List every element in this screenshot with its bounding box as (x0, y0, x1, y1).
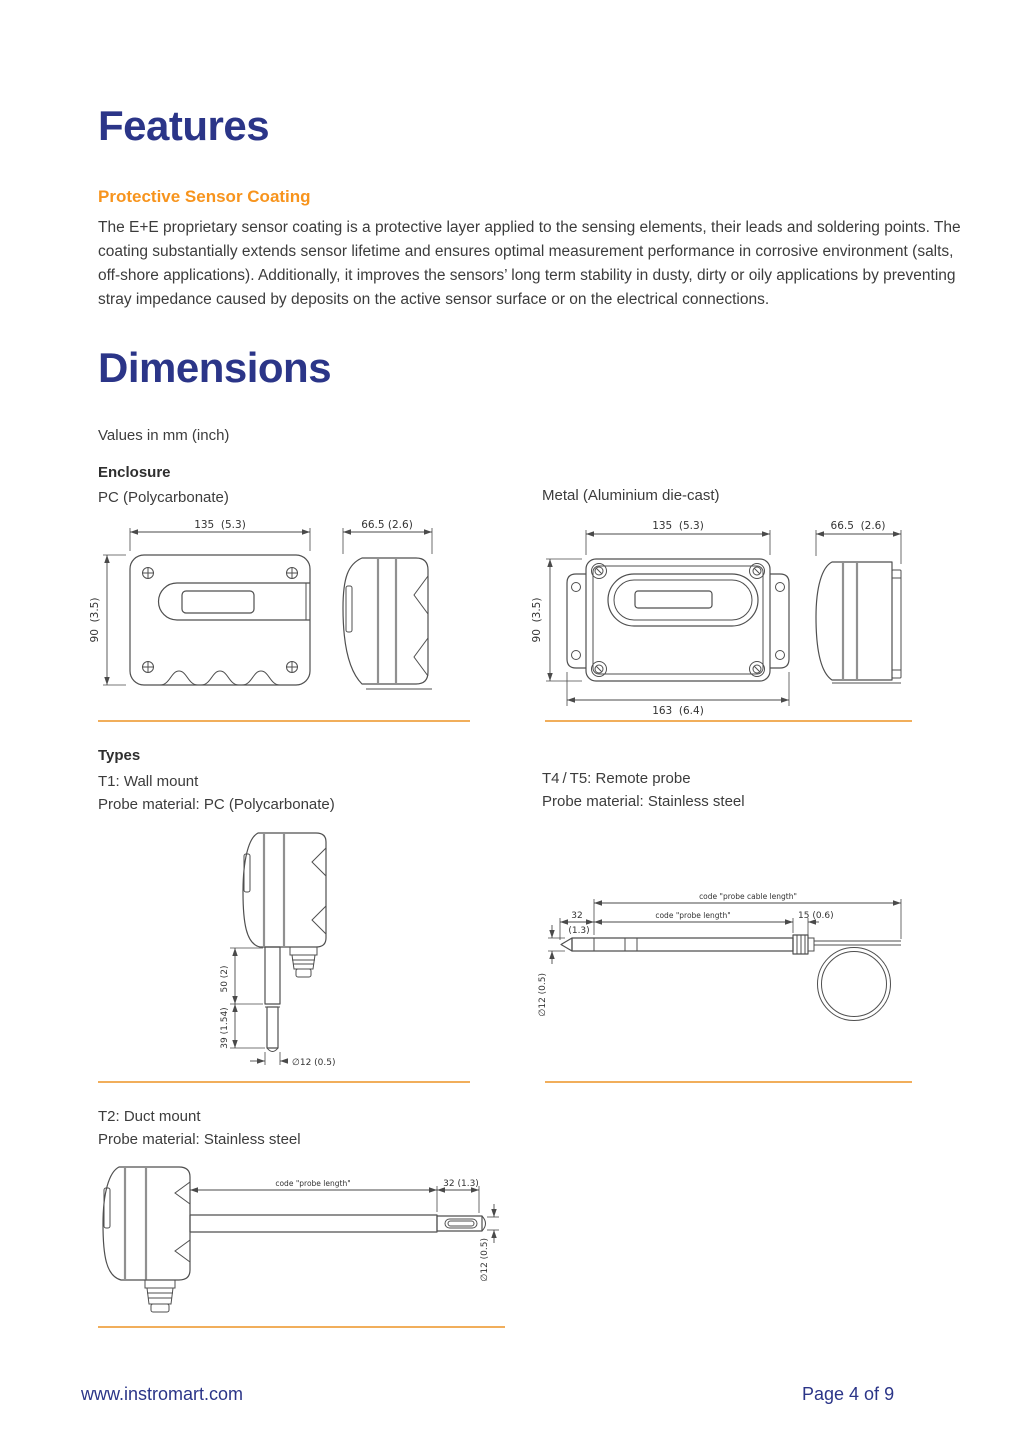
t4t5-material: Probe material: Stainless steel (542, 793, 745, 810)
t1-cable-gland (290, 947, 317, 977)
t2-probe-length-dim: code "probe length" (275, 1179, 351, 1188)
t4t5-tip-dim-inch: (1.3) (568, 926, 590, 936)
footer-website-link[interactable]: www.instromart.com (81, 1384, 244, 1404)
metal-front-window (635, 591, 712, 608)
t4t5-diameter-dim: ∅12 (0.5) (538, 973, 548, 1017)
pc-front-waves (160, 671, 280, 685)
t4t5-tip-dim-mm: 32 (571, 911, 583, 921)
divider-orange (98, 720, 470, 722)
t2-material: Probe material: Stainless steel (98, 1131, 301, 1148)
t2-duct-mount-drawing (95, 1160, 505, 1320)
t4t5-probe-length-dim: code "probe length" (655, 911, 731, 920)
t2-tip-dim: 32 (1.3) (443, 1179, 479, 1189)
pc-side-body (343, 558, 428, 684)
t1-gland-dim: 50 (2) (220, 965, 230, 993)
metal-side-body (816, 562, 892, 680)
pc-front-slot (159, 583, 311, 620)
t2-probe-body (190, 1215, 437, 1232)
t1-probe-lower (267, 1007, 278, 1048)
t1-diameter-dim: ∅12 (0.5) (292, 1058, 336, 1068)
metal-depth-dim: 66.5 (2.6) (830, 520, 886, 532)
t4t5-probe-body (572, 938, 793, 951)
divider-orange (98, 1081, 470, 1083)
metal-flange-left (567, 574, 586, 668)
features-title: Features (98, 102, 270, 149)
t2-filter-cap (437, 1216, 482, 1231)
metal-enclosure-label: Metal (Aluminium die-cast) (542, 487, 720, 504)
t2-cable-gland (145, 1280, 175, 1312)
types-heading: Types (98, 747, 141, 764)
pc-enclosure-drawing (90, 518, 510, 713)
metal-flange-right (770, 574, 789, 668)
t4t5-cable-loop (818, 948, 891, 1021)
t2-diameter-dim: ∅12 (0.5) (480, 1238, 490, 1282)
t4t5-probe-tip (561, 938, 572, 951)
metal-overall-width-dim: 163 (6.4) (652, 705, 704, 717)
pc-depth-dim: 66.5 (2.6) (361, 519, 413, 531)
t1-material: Probe material: PC (Polycarbonate) (98, 796, 335, 813)
pc-enclosure-label: PC (Polycarbonate) (98, 489, 229, 506)
coating-heading: Protective Sensor Coating (98, 187, 311, 206)
divider-orange (98, 1326, 505, 1328)
t4t5-title: T4 / T5: Remote probe (542, 770, 691, 787)
divider-orange (545, 720, 912, 722)
enclosure-heading: Enclosure (98, 464, 171, 481)
pc-front-window (182, 591, 254, 613)
t4t5-remote-probe-drawing (535, 885, 920, 1033)
dimensions-title: Dimensions (98, 344, 332, 391)
t2-title: T2: Duct mount (98, 1108, 201, 1125)
footer-page-number: Page 4 of 9 (802, 1384, 895, 1404)
divider-orange (545, 1081, 912, 1083)
units-note: Values in mm (inch) (98, 427, 230, 444)
metal-width-dim: 135 (5.3) (652, 520, 704, 532)
metal-enclosure-drawing (530, 512, 950, 717)
t1-probe-dim: 39 (1.54) (220, 1007, 230, 1049)
metal-height-dim: 90 (3.5) (531, 597, 543, 643)
metal-front-slot (608, 574, 758, 626)
t4t5-cable-length-dim: code "probe cable length" (699, 892, 797, 901)
pc-width-dim: 135 (5.3) (194, 519, 246, 531)
t4t5-fitting-dim: 15 (0.6) (798, 911, 834, 921)
coating-paragraph: The E+E proprietary sensor coating is a protective layer applied to the sensing elements, their leads and soldering points. The coating substantially extends sensor lifetime and ensures optimal measurement performance in corrosive environment (salts, off-shore applications). Additionally, it improves the sensors’ long term stability in dusty, dirty or oily applications by preventing stray impedance caused by deposits on the active sensor surface or on the electrical connections. (98, 219, 961, 308)
pc-height-dim: 90 (3.5) (89, 597, 101, 643)
t1-title: T1: Wall mount (98, 773, 199, 790)
t1-probe-upper (265, 947, 280, 1004)
t1-wall-mount-drawing (180, 832, 500, 1074)
